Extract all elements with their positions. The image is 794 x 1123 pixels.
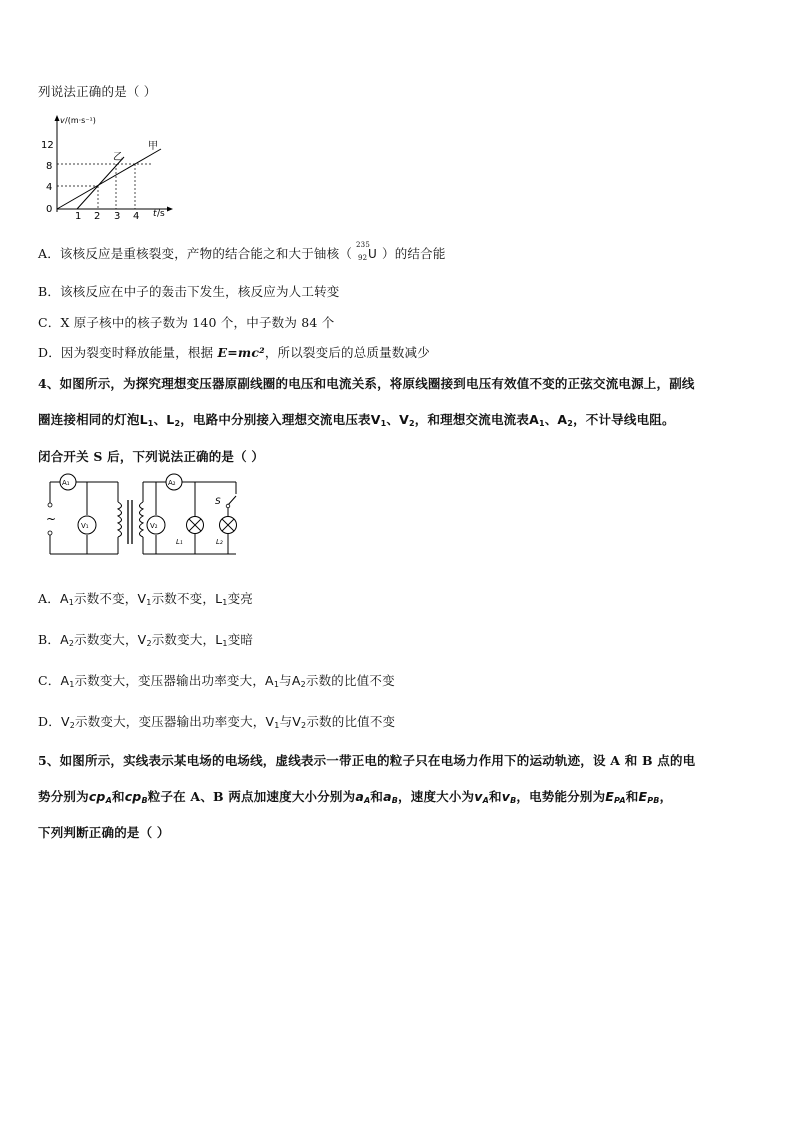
q4-line2-c: ，和理想交流电流表 <box>414 412 530 427</box>
sym-V1: $V_1$ <box>265 714 280 730</box>
sym-V1: $V_1$ <box>370 412 387 428</box>
graph-xtick-1: 1 <box>75 211 82 222</box>
sym-A1: $A_1$ <box>60 673 75 689</box>
sym-V1: $V_1$ <box>137 591 152 607</box>
q3-option-d <box>38 343 430 361</box>
graph-line-jia <box>57 149 161 209</box>
sym-phiB: $cp_B$ <box>124 789 148 805</box>
sym-A2: $A_2$ <box>291 673 306 689</box>
sym-V2: $V_2$ <box>399 412 415 428</box>
graph-x-arrow <box>167 207 173 212</box>
graph-xtick-2: 2 <box>94 211 101 222</box>
switch-s-label: S <box>215 497 221 507</box>
graph-ylabel-unit: /(m·s⁻¹) <box>65 116 96 125</box>
q4-stem-line2: 圈连接相同的灯泡$L_1$、$L_2$，电路中分别接入理想交流电压表$V_1$、$V_2$，和理想交流电流表$A_1$、$A_2$，不计导线电阻。 <box>38 412 675 428</box>
sym-A1: $A_1$ <box>59 591 74 607</box>
ammeter-a1-label: A₁ <box>62 479 70 487</box>
graph-ytick-0: 0 <box>46 204 53 215</box>
sym-V2: $V_2$ <box>60 714 75 730</box>
sym-V2: $V_2$ <box>137 632 152 648</box>
graph-xlabel-unit: /s <box>157 209 165 219</box>
sym-vA: $v_A$ <box>474 789 490 805</box>
q5-stem-line2: 势分别为$cp_A$和$cp_B$粒子在 A、B 两点加速度大小分别为$a_A$和$a_B$，速度大小为$v_A$和$v_B$，电势能分别为$E_{PA}$和$E_{PB}$， <box>38 789 673 805</box>
q4-option-b: B．$A_2$示数变大，$V_2$示数变大，$L_1$变暗 <box>38 632 254 648</box>
sym-EPB: $E_{PB}$ <box>638 789 660 805</box>
sym-aB: $a_B$ <box>383 789 399 805</box>
sym-A1: $A_1$ <box>529 412 545 428</box>
graph-xtick-4: 4 <box>133 211 140 222</box>
voltmeter-v1-label: V₁ <box>81 522 89 530</box>
ac-source-tilde: ~ <box>46 512 57 526</box>
sym-vB: $v_B$ <box>501 789 517 805</box>
sym-V2: $V_2$ <box>292 714 307 730</box>
q4-option-d: D．$V_2$示数变大，变压器输出功率变大，$V_1$与$V_2$示数的比值不变 <box>38 714 396 730</box>
graph-ytick-8: 8 <box>46 161 53 172</box>
sym-L2: $L_2$ <box>166 412 181 428</box>
graph-xtick-3: 3 <box>114 211 121 222</box>
graph-ylabel-v: v <box>60 116 65 125</box>
graph-ytick-4: 4 <box>46 182 53 193</box>
sym-A1: $A_1$ <box>265 673 280 689</box>
graph-label-yi: 乙 <box>113 152 123 163</box>
q4-line2-d: ，不计导线电阻。 <box>573 412 675 427</box>
uranium-symbol: U <box>368 247 378 261</box>
uranium-atomic-number: 92 <box>358 254 368 262</box>
sym-L1: $L_1$ <box>215 591 228 607</box>
q4-stem-line1: 4、如图所示，为探究理想变压器原副线圈的电压和电流关系，将原线圈接到电压有效值不变的正弦交流电源上，副线 <box>38 376 695 391</box>
lamp-l2-label: L₂ <box>216 538 223 546</box>
transformer-circuit <box>40 472 250 567</box>
q3-option-b: B．该核反应在中子的轰击下发生，核反应为人工转变 <box>38 284 340 299</box>
sym-A2: $A_2$ <box>60 632 75 648</box>
q4-stem-line3: 闭合开关 S 后，下列说法正确的是（ ） <box>38 449 265 464</box>
source-terminal-bottom <box>48 531 52 535</box>
switch-contact-icon <box>226 504 230 508</box>
q5-stem-line3: 下列判断正确的是（ ） <box>38 825 170 840</box>
graph-y-arrow <box>55 115 60 121</box>
q3-optA-pre: A．该核反应是重核裂变，产物的结合能之和大于铀核（ <box>38 246 353 261</box>
q3-option-c: C．X 原子核中的核子数为 140 个，中子数为 84 个 <box>38 315 335 330</box>
ammeter-a2-label: A₂ <box>168 479 176 487</box>
q3-optA-post: ）的结合能 <box>382 246 446 261</box>
source-terminal-top <box>48 503 52 507</box>
sym-phiA: $cp_A$ <box>88 789 112 805</box>
sym-L1: $L_1$ <box>215 632 228 648</box>
sym-L1: $L_1$ <box>139 412 154 428</box>
graph-xlabel-t: t <box>153 209 157 219</box>
q3-optD-post: ，所以裂变后的总质量数减少 <box>264 345 430 360</box>
sym-EPA: $E_{PA}$ <box>605 789 626 805</box>
sym-A2: $A_2$ <box>557 412 574 428</box>
uranium-mass-number: 235 <box>356 241 370 249</box>
q4-line2-a: 圈连接相同的灯泡 <box>38 412 140 427</box>
q3-optD-pre: D．因为裂变时释放能量，根据 <box>38 345 218 360</box>
lamp-l1-label: L₁ <box>176 538 183 546</box>
uranium-nuclide <box>352 241 382 262</box>
q4-option-a: A．$A_1$示数不变，$V_1$示数不变，$L_1$变亮 <box>38 591 253 607</box>
graph-line-yi <box>77 157 124 209</box>
q3-option-a <box>38 241 446 262</box>
q3-optD-formula: E=mc² <box>217 345 265 360</box>
q4-line2-b: ，电路中分别接入理想交流电压表 <box>180 412 371 427</box>
vt-graph <box>36 112 186 222</box>
voltmeter-v2-label: V₂ <box>150 522 158 530</box>
q5-stem-line1: 5、如图所示，实线表示某电场的电场线，虚线表示一带正电的粒子只在电场力作用下的运动轨迹，设 A 和 B 点的电 <box>38 753 696 768</box>
q4-option-c: C．$A_1$示数变大，变压器输出功率变大，$A_1$与$A_2$示数的比值不变 <box>38 673 395 689</box>
graph-label-jia: 甲 <box>148 141 158 152</box>
sym-aA: $a_A$ <box>355 789 371 805</box>
q3-stem-tail: 列说法正确的是（ ） <box>38 84 157 99</box>
graph-ytick-12: 12 <box>41 140 54 151</box>
